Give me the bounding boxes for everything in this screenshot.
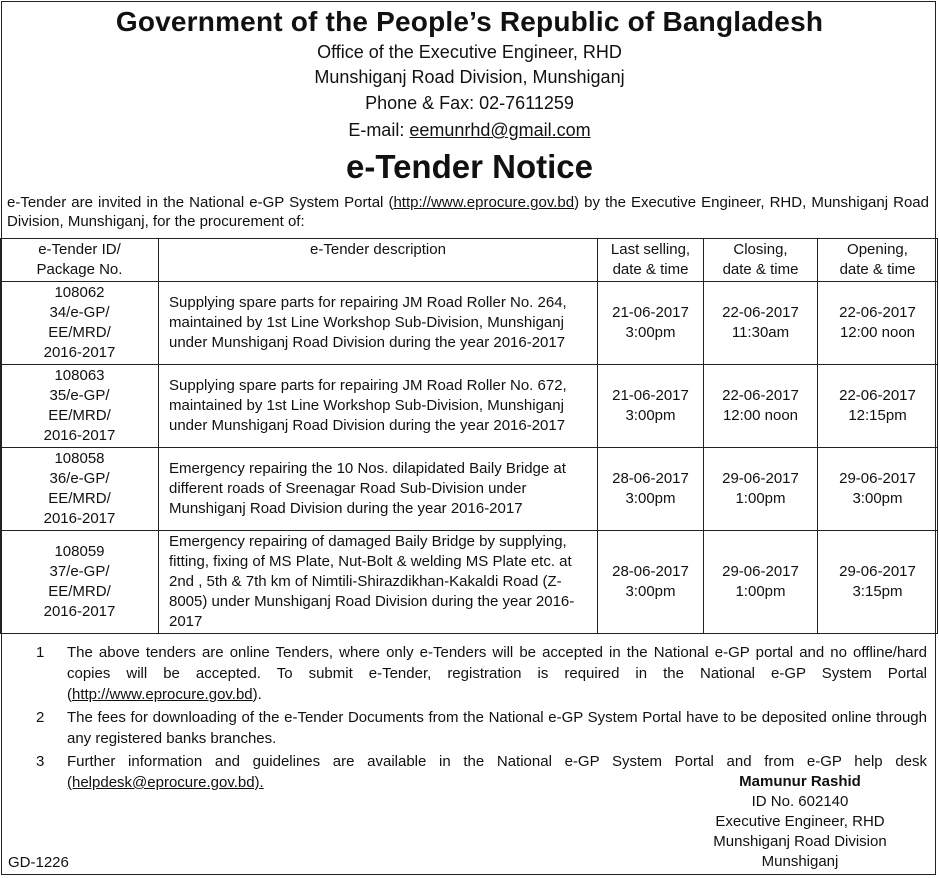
intro-text-after: ) by the Executive Engineer, RHD, Munshiganj Road Division, Munshiganj, for the procurement of: <box>7 194 929 230</box>
portal-link[interactable]: http://www.eprocure.gov.bd <box>72 686 253 703</box>
last-selling-cell: 21-06-2017 3:00pm <box>598 282 704 365</box>
tender-description-cell: Supplying spare parts for repairing JM Road Roller No. 672, maintained by 1st Line Workshop Sub-Division, Munshiganj under Munshiganj Road Division during the year 2016-2017 <box>159 365 598 448</box>
note-item <box>0 707 939 749</box>
signatory-id: ID No. 602140 <box>751 793 849 810</box>
signatory-division: Munshiganj Road Division <box>713 833 887 850</box>
intro-paragraph <box>7 193 929 231</box>
tender-description-cell: Emergency repairing of damaged Baily Bridge by supplying, fitting, fixing of MS Plate, Nut-Bolt & welding MS Plate etc. at 2nd , 5th & 7th km of Nimtili-Shirazdikhan-Kakaldi Road (Z-8005) under Munshiganj Road Division during the year 2016-2017 <box>159 531 598 634</box>
tender-id-cell: 108062 34/e-GP/ EE/MRD/ 2016-2017 <box>1 282 159 365</box>
tender-id-cell: 108058 36/e-GP/ EE/MRD/ 2016-2017 <box>1 448 159 531</box>
header-last-selling: Last selling, date & time <box>598 239 704 282</box>
note-text: The fees for downloading of the e-Tender Documents from the National e-GP System Portal have to be deposited online through any registered banks branches. <box>67 709 927 747</box>
opening-cell: 22-06-2017 12:15pm <box>818 365 938 448</box>
header-opening: Opening, date & time <box>818 239 938 282</box>
note-number: 2 <box>36 709 45 726</box>
office-name: Office of the Executive Engineer, RHD <box>317 42 622 62</box>
intro-text-before: e-Tender are invited in the National e-GP System Portal ( <box>7 194 394 211</box>
signatory-name: Mamunur Rashid <box>739 773 861 790</box>
note-number: 3 <box>36 753 45 770</box>
header-description: e-Tender description <box>159 239 598 282</box>
closing-cell: 22-06-2017 11:30am <box>704 282 818 365</box>
closing-cell: 29-06-2017 1:00pm <box>704 448 818 531</box>
table-row <box>1 365 938 448</box>
opening-cell: 29-06-2017 3:00pm <box>818 448 938 531</box>
table-row <box>1 448 938 531</box>
note-text: Further information and guidelines are available in the National e-GP System Portal and from e-GP help desk (helpdesk@eprocure.gov.bd). <box>67 753 927 791</box>
tender-table <box>0 238 938 634</box>
note-number: 1 <box>36 644 45 661</box>
opening-cell: 22-06-2017 12:00 noon <box>818 282 938 365</box>
division-name: Munshiganj Road Division, Munshiganj <box>314 67 625 87</box>
signature-block <box>700 772 900 872</box>
tender-description-cell: Supplying spare parts for repairing JM Road Roller No. 264, maintained by 1st Line Workshop Sub-Division, Munshiganj under Munshiganj Road Division during the year 2016-2017 <box>159 282 598 365</box>
portal-link[interactable]: http://www.eprocure.gov.bd <box>393 194 575 211</box>
closing-cell: 29-06-2017 1:00pm <box>704 531 818 634</box>
email-label: E-mail: <box>348 120 410 140</box>
note-text: The above tenders are online Tenders, where only e-Tenders will be accepted in the National e-GP portal and no offline/hard copies will be accepted. To submit e-Tender, registration is required in the National e-GP System Portal (http://www.eprocure.gov.bd). <box>67 644 927 703</box>
last-selling-cell: 28-06-2017 3:00pm <box>598 448 704 531</box>
note-item <box>0 642 939 705</box>
header-id: e-Tender ID/ Package No. <box>1 239 159 282</box>
table-row <box>1 282 938 365</box>
helpdesk-email-link[interactable]: (helpdesk@eprocure.gov.bd). <box>67 774 264 791</box>
email-link[interactable]: eemunrhd@gmail.com <box>409 120 591 140</box>
last-selling-cell: 28-06-2017 3:00pm <box>598 531 704 634</box>
email-line <box>0 120 939 141</box>
government-title: Government of the People’s Republic of Bangladesh <box>115 6 824 37</box>
tender-id-cell: 108063 35/e-GP/ EE/MRD/ 2016-2017 <box>1 365 159 448</box>
header-closing: Closing, date & time <box>704 239 818 282</box>
signatory-place: Munshiganj <box>761 853 839 870</box>
opening-cell: 29-06-2017 3:15pm <box>818 531 938 634</box>
table-row <box>1 531 938 634</box>
document-code: GD-1226 <box>8 854 69 871</box>
tender-description-cell: Emergency repairing the 10 Nos. dilapidated Baily Bridge at different roads of Sreenagar Road Sub-Division under Munshiganj Road Division during the year 2016-2017 <box>159 448 598 531</box>
closing-cell: 22-06-2017 12:00 noon <box>704 365 818 448</box>
last-selling-cell: 21-06-2017 3:00pm <box>598 365 704 448</box>
table-header-row <box>1 239 938 282</box>
signatory-designation: Executive Engineer, RHD <box>715 813 885 830</box>
tender-id-cell: 108059 37/e-GP/ EE/MRD/ 2016-2017 <box>1 531 159 634</box>
phone-fax: Phone & Fax: 02-7611259 <box>365 93 574 113</box>
notice-title: e-Tender Notice <box>346 148 593 185</box>
